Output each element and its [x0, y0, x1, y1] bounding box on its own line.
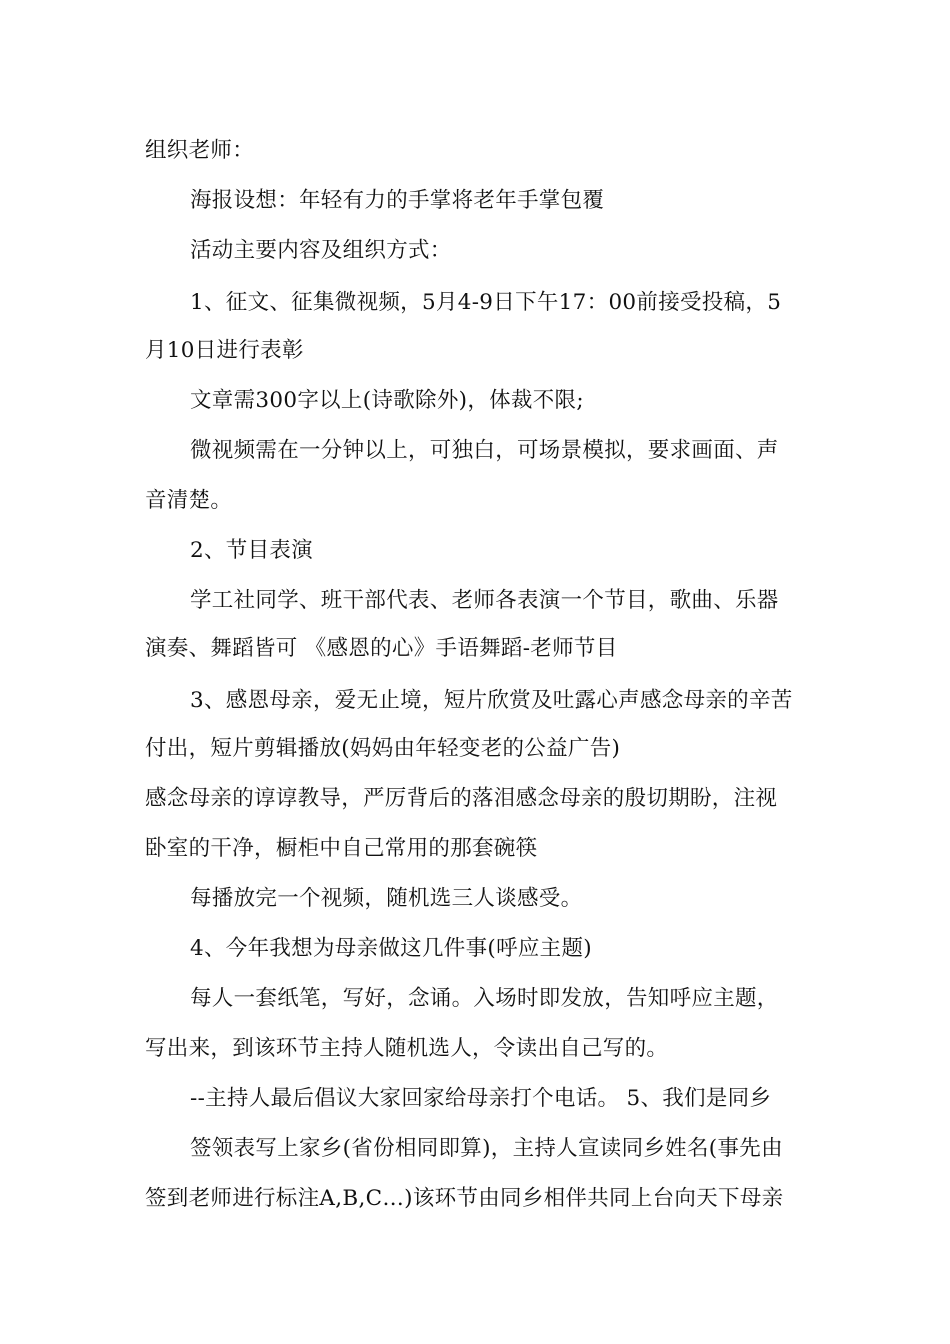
video-requirement-line-2: 音清楚。 [145, 488, 233, 513]
organizer-teacher-line: 组织老师： [145, 138, 255, 163]
item-4-line-2: 写出来，到该环节主持人随机选人，令读出自己写的。 [145, 1036, 669, 1061]
item-3-line-4: 卧室的干净，橱柜中自己常用的那套碗筷 [145, 836, 538, 861]
item-1-line-2: 月10日进行表彰 [145, 338, 304, 363]
item-5-line-2: 签到老师进行标注A,B,C…)该环节由同乡相伴共同上台向天下母亲 [145, 1186, 784, 1211]
item-2-heading: 2、节目表演 [190, 538, 313, 563]
item-2-line-2: 演奏、舞蹈皆可 《感恩的心》手语舞蹈-老师节目 [145, 636, 618, 661]
item-4-line-3: --主持人最后倡议大家回家给母亲打个电话。 5、我们是同乡 [190, 1086, 772, 1111]
video-requirement-line-1: 微视频需在一分钟以上，可独白，可场景模拟，要求画面、声 [190, 438, 779, 463]
activity-content-heading: 活动主要内容及组织方式： [190, 238, 452, 263]
item-3-line-5: 每播放完一个视频，随机选三人谈感受。 [190, 886, 583, 911]
item-3-line-1: 3、感恩母亲，爱无止境，短片欣赏及吐露心声感念母亲的辛苦 [190, 688, 793, 713]
poster-idea-line: 海报设想：年轻有力的手掌将老年手掌包覆 [190, 188, 605, 213]
item-5-line-1: 签领表写上家乡(省份相同即算)，主持人宣读同乡姓名(事先由 [190, 1136, 783, 1161]
item-1-line-1: 1、征文、征集微视频，5月4-9日下午17：00前接受投稿，5 [190, 290, 782, 315]
item-4-line-1: 每人一套纸笔，写好，念诵。入场时即发放，告知呼应主题， [190, 986, 779, 1011]
item-3-line-3: 感念母亲的谆谆教导，严厉背后的落泪感念母亲的殷切期盼，注视 [145, 786, 778, 811]
essay-requirement-line: 文章需300字以上(诗歌除外)，体裁不限; [190, 388, 584, 413]
item-4-heading: 4、今年我想为母亲做这几件事(呼应主题) [190, 936, 592, 961]
item-3-line-2: 付出，短片剪辑播放(妈妈由年轻变老的公益广告) [145, 736, 621, 761]
item-2-line-1: 学工社同学、班干部代表、老师各表演一个节目，歌曲、乐器 [190, 588, 779, 613]
